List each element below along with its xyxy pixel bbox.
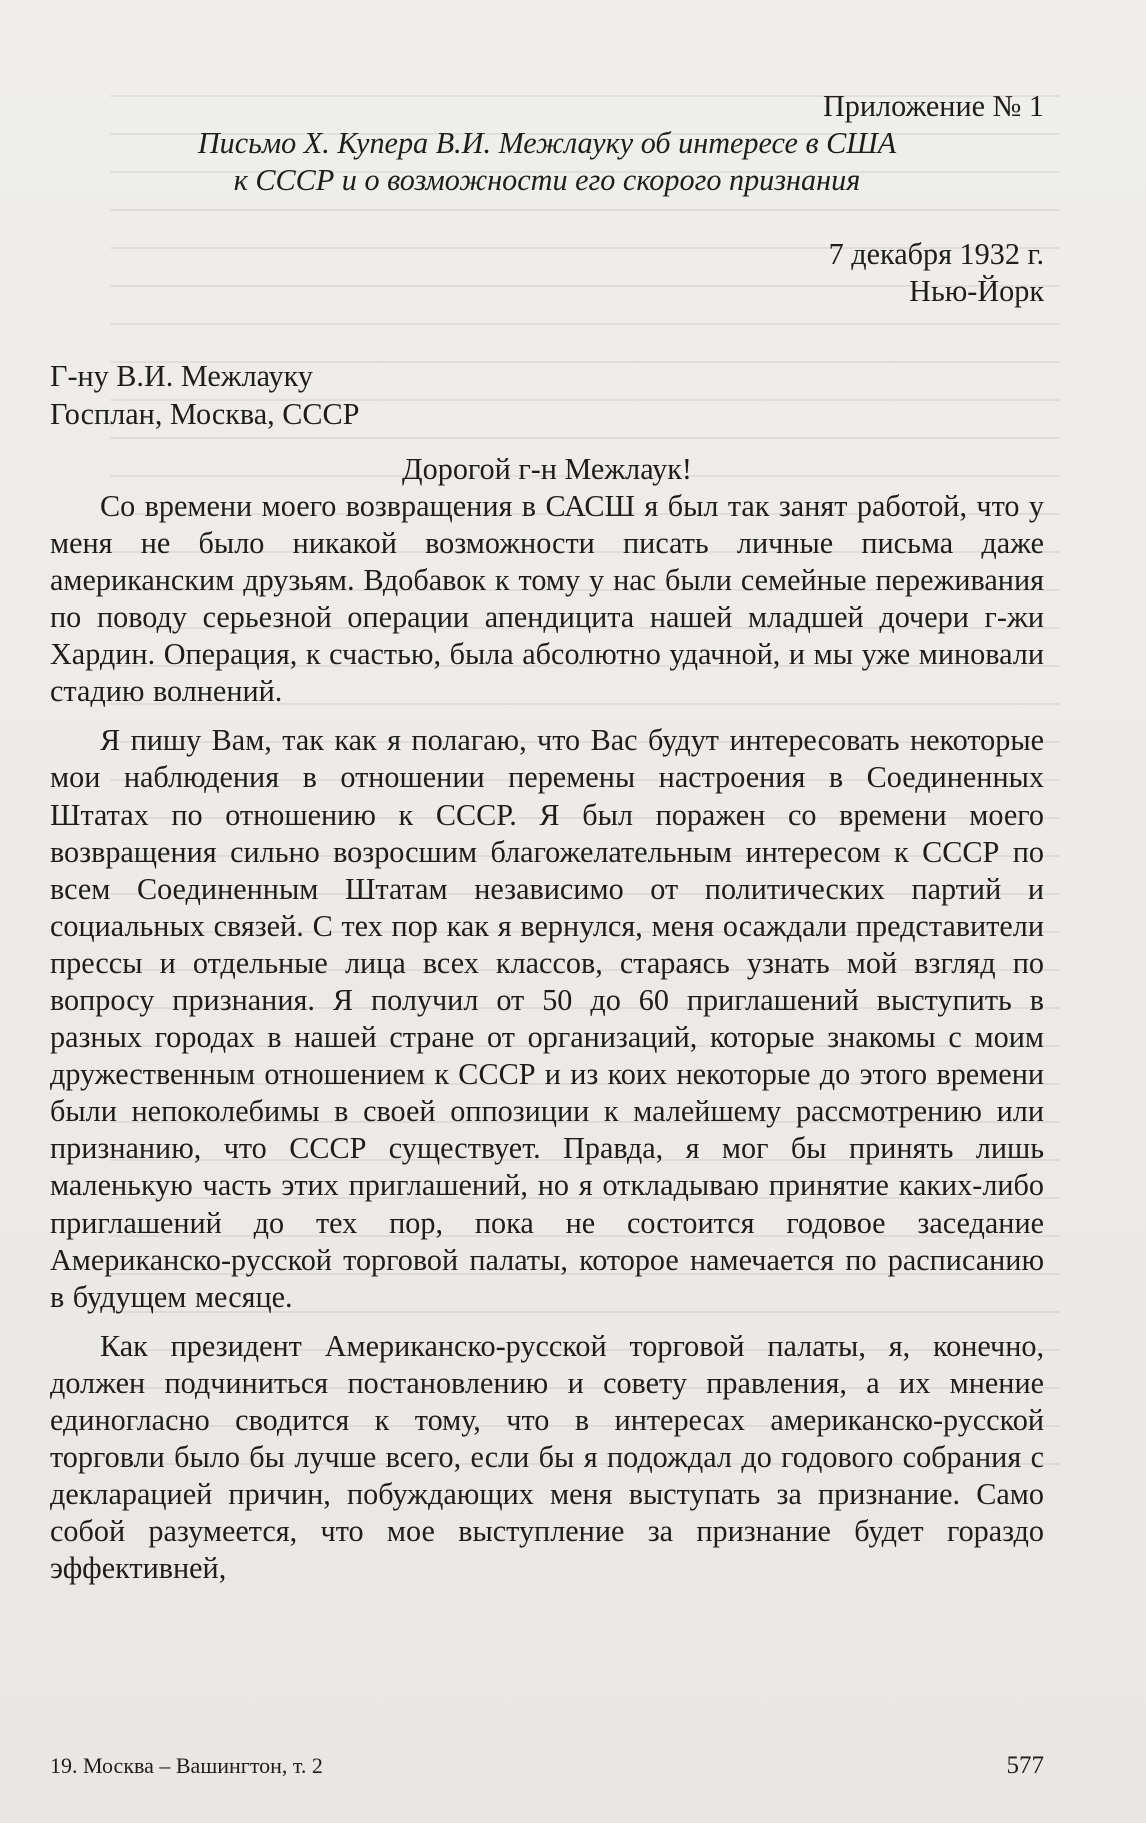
- greeting: Дорогой г-н Межлаук!: [402, 451, 692, 486]
- date-place-block: [50, 236, 1044, 310]
- title-line-1: Письмо Х. Купера В.И. Межлауку об интересе в США: [197, 126, 897, 161]
- appendix-label: Приложение № 1: [822, 89, 1044, 123]
- paragraph-1: Со времени моего возвращения в САСШ я был так занят работой, что у меня не было никакой возможности писать личные письма даже американским друзьям. Вдобавок к тому у нас были семейные переживания по поводу серьезной операции апендицита нашей младшей дочери г-жи Хардин. Операция, к счастью, была абсолютно удачной, и мы уже миновали стадию волнений.: [50, 488, 1044, 709]
- letter-date: 7 декабря 1932 г.: [828, 237, 1044, 272]
- addressee-line-1: Г-ну В.И. Межлауку: [50, 359, 313, 394]
- text-column: [50, 88, 1044, 1587]
- addressee-line-2: Госплан, Москва, СССР: [50, 396, 360, 431]
- page-number: 577: [1006, 1752, 1044, 1779]
- paragraph-2: Я пишу Вам, так как я полагаю, что Вас будут интересовать некоторые мои наблюдения в отношении перемены настроения в Соединенных Штатах по отношению к СССР. Я был поражен со времени моего возвращения сильно возросшим благожелательным интересом к СССР по всем Соединенным Штатам независимо от политических партий и социальных связей. С тех пор как я вернулся, меня осаждали представители прессы и отдельные лица всех классов, стараясь узнать мой взгляд по вопросу признания. Я получил от 50 до 60 приглашений выступить в разных городах в нашей стране от организаций, которые знакомы с моим дружественным отношением к СССР и из коих некоторые до этого времени были непоколебимы в своей оппозиции к малейшему рассмотрению или признанию, что СССР существует. Правда, я мог бы принять лишь маленькую часть этих приглашений, но я откладываю принятие каких-либо приглашений до тех пор, пока не состоится годовое заседание Американско-русской торговой палаты, которое намечается по расписанию в будущем месяце.: [50, 723, 1044, 1314]
- letter-title: [50, 125, 1044, 199]
- paragraph-3: Как президент Американско-русской торговой палаты, я, конечно, должен подчиниться постановлению и совету правления, а их мнение единогласно сводится к тому, что в интересах американско-русской торговли было бы лучше всего, если бы я подождал до годового собрания с декларацией причин, побуждающих меня выступать за признание. Само собой разумеется, что мое выступление за признание будет гораздо эффективней,: [50, 1328, 1044, 1586]
- letter-place: Нью-Йорк: [909, 274, 1044, 309]
- title-line-2: к СССР и о возможности его скорого признания: [233, 163, 861, 198]
- footer-source: 19. Москва – Вашингтон, т. 2: [50, 1753, 323, 1778]
- addressee-block: [50, 358, 1044, 432]
